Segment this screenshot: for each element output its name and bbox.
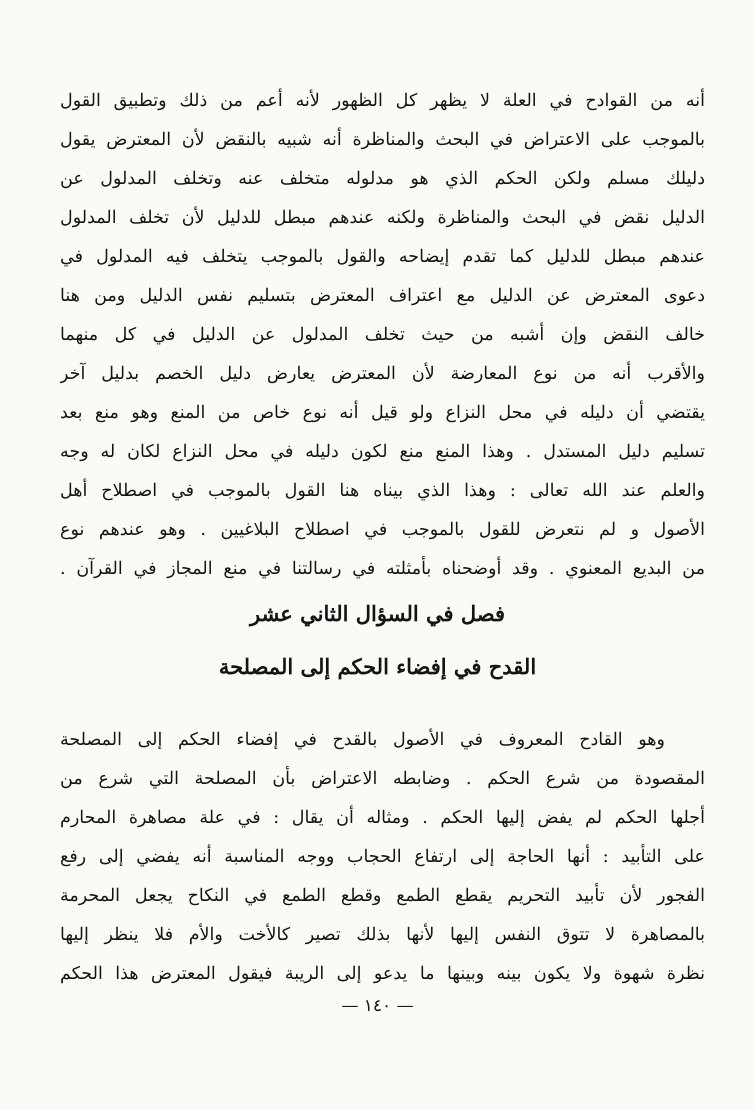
text-line: يقتضي أن دليله في محل النزاع ولو قيل أنه نوع خاص من المنع وهو منع بعد <box>60 403 705 423</box>
text-line: الدليل نقض في البحث والمناظرة ولكنه عندهم مبطل للدليل لأن تخلف المدلول <box>60 208 705 228</box>
text-line: بالمصاهرة لا تتوق النفس إليها لأنها بذلك تصير كالأخت والأم فلا ينظر إليها <box>60 925 705 945</box>
text-line: المقصودة من شرع الحكم . وضابطه الاعتراض بأن المصلحة التي شرع من <box>60 769 705 789</box>
text-line: دعوى المعترض عن الدليل مع اعتراف المعترض بتسليم نفس الدليل ومن هنا <box>60 286 705 306</box>
page-number: — ١٤٠ — <box>341 996 414 1016</box>
text-line: الفجور لأن تأبيد التحريم يقطع الطمع وقطع الطمع في النكاح يجعل المحرمة <box>60 886 705 906</box>
text-line: والأقرب أنه من نوع المعارضة لأن المعترض يعارض دليل الخصم بدليل آخر <box>60 364 705 384</box>
text-line: الأصول و لم نتعرض للقول بالموجب في اصطلاح البلاغيين . وهو عندهم نوع <box>60 520 705 540</box>
text-line: والعلم عند الله تعالى : وهذا الذي بيناه هنا القول بالموجب في اصطلاح أهل <box>60 481 705 501</box>
text-line: دليلك مسلم ولكن الحكم الذي هو مدلوله متخلف عنه وتخلف المدلول عن <box>60 169 705 189</box>
text-line: أنه من القوادح في العلة لا يظهر كل الظهور لأنه أعم من ذلك وتطبيق القول <box>60 91 705 111</box>
text-line: أجلها الحكم لم يفض إليها الحكم . ومثاله أن يقال : في علة مصاهرة المحارم <box>60 808 705 828</box>
chapter-heading: فصل في السؤال الثاني عشر <box>249 601 505 626</box>
paragraph-1 <box>60 82 705 589</box>
text-line: من البديع المعنوي . وقد أوضحناه بأمثلته في رسالتنا في منع المجاز في القرآن . <box>60 559 705 579</box>
text-line: على التأبيد : أنها الحاجة إلى ارتفاع الحجاب ووجه المناسبة أنه يفضي إلى رفع <box>60 847 705 867</box>
text-line: عندهم مبطل للدليل كما تقدم إيضاحه والقول بالموجب يتخلف فيه المدلول في <box>60 247 705 267</box>
text-line: بالموجب على الاعتراض في البحث والمناظرة أنه شبيه بالنقض لأن المعترض يقول <box>60 130 705 150</box>
text-line: تسليم دليل المستدل . وهذا المنع منع لكون دليله في محل النزاع لكان له وجه <box>60 442 705 462</box>
text-line: وهو القادح المعروف في الأصول بالقدح في إفضاء الحكم إلى المصلحة <box>60 730 665 750</box>
paragraph-2 <box>60 721 705 994</box>
text-line: نظرة شهوة ولا يكون بينه وبينها ما يدعو إلى الريبة فيقول المعترض هذا الحكم <box>60 964 705 984</box>
chapter-subheading: القدح في إفضاء الحكم إلى المصلحة <box>218 654 537 679</box>
text-line: خالف النقض وإن أشبه من حيث تخلف المدلول عن الدليل في كل منهما <box>60 325 705 345</box>
